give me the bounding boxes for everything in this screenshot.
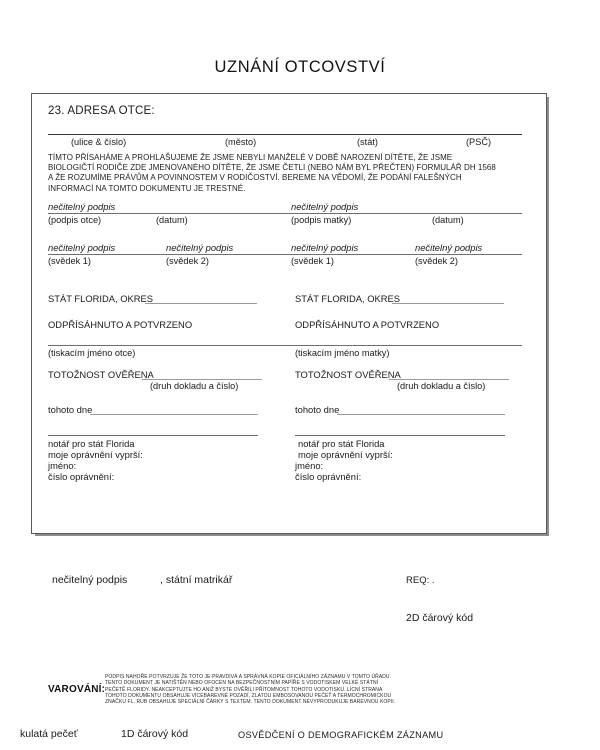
caption-zip: (PSČ)	[466, 137, 492, 147]
page-title: UZNÁNÍ OTCOVSTVÍ	[214, 58, 386, 76]
warning-label: VAROVÁNÍ:	[48, 684, 106, 695]
affidavit-line-1: TÍMTO PŘÍSAHÁME A PROHLAŠUJEME ŽE JSME NEBYLI MANŽELÉ V DOBĚ NAROZENÍ DÍTĚTE, ŽE JSME	[48, 153, 453, 162]
witness-left-1-signature-value: nečitelný podpis	[48, 242, 116, 253]
notary-left-line-2: moje oprávnění vyprší:	[48, 449, 143, 460]
notary-left-signature-rule	[48, 435, 258, 436]
section-heading-father-address: 23. ADRESA OTCE:	[48, 105, 155, 117]
notary-right-identity-verified: TOTOŽNOST OVĚŘENA	[295, 369, 401, 380]
registrar-title: , státní matrikář	[160, 574, 233, 586]
notary-left-state-county: STÁT FLORIDA, OKRES	[48, 293, 154, 304]
warning-line-5: ZNAČKU FL. RUB OBSAHUJE SPECIÁLNÍ ČÁRKY S TEXTEM. TENTO DOKUMENT NEVYPRODUKUJE BAREVNOU KOPII.	[105, 699, 396, 706]
warning-line-3: PEČETĚ FLORIDY. NEAKCEPTUJTE HO ANIŽ BYSTE OVĚŘILI PŘÍTOMNOST TOHOTO VODOTISKU. LÍCNÍ STRANA	[105, 686, 383, 693]
notary-right-signature-rule	[295, 435, 505, 436]
caption-father-signature: (podpis otce)	[48, 215, 102, 225]
notary-right-line-3: jméno:	[295, 460, 324, 471]
caption-city: (město)	[225, 137, 257, 147]
caption-mother-signature: (podpis matky)	[291, 215, 352, 225]
caption-id-type-father: (druh dokladu a číslo)	[150, 381, 239, 391]
warning-line-1: PODPIS NAHOŘE POTVRZUJE ŽE TOTO JE PRAVDIVÁ A SPRÁVNÁ KOPIE OFICIÁLNÍHO ZÁZNAMU V TOMTO ÚŘADU.	[105, 674, 392, 680]
notary-left-this-day: tohoto dne	[48, 404, 93, 415]
notary-right-line-1: notář pro stát Florida	[298, 438, 385, 449]
affidavit-line-4: INFORMACÍ NA TOMTO DOKUMENTU JE TRESTNÉ.	[48, 183, 246, 193]
notary-left-date-blank	[90, 414, 258, 415]
affidavit-paragraph	[48, 153, 518, 194]
warning-line-2: TENTO DOKUMENT JE NATIŠTĚN NEBO OFOCEN NA BEZPEČNOSTNÍM PAPÍŘE S VODOTISKEM VELKÉ STÁTNÍ	[105, 680, 379, 687]
caption-mother-date: (datum)	[432, 215, 464, 225]
notary-right-this-day: tohoto dne	[295, 404, 340, 415]
witness-right-2-signature-value: nečitelný podpis	[415, 242, 483, 253]
notary-right-date-blank	[337, 414, 505, 415]
req-label: REQ: .	[406, 575, 435, 586]
notary-right-sworn: ODPŘÍSÁHNUTO A POTVRZENO	[295, 319, 440, 330]
mother-signature-value: nečitelný podpis	[291, 201, 359, 212]
notary-left-identity-blank	[142, 379, 262, 380]
caption-state: (stát)	[357, 137, 378, 147]
witness-signature-rule	[48, 254, 522, 255]
affidavit-line-2: BIOLOGIČTÍ RODIČE ZDE JMENOVANÉHO DÍTĚTE, ŽE JSME ČETLI (NEBO NÁM BYL PŘEČTEN) FORMULÁŘ DH 1568	[48, 163, 496, 173]
witness-right-1-signature-value: nečitelný podpis	[291, 242, 359, 253]
notary-left-sworn: ODPŘÍSÁHNUTO A POTVRZENO	[48, 319, 193, 330]
registrar-signature-value: nečitelný podpis	[52, 574, 128, 586]
witness-left-2-signature-value: nečitelný podpis	[166, 242, 234, 253]
printed-name-rule	[48, 345, 522, 346]
caption-father-date: (datum)	[156, 215, 188, 225]
notary-right-line-2: moje oprávnění vyprší:	[298, 449, 393, 460]
notary-right-county-blank	[392, 303, 504, 304]
caption-witness-right-1: (svědek 1)	[291, 256, 334, 266]
parent-signature-rule	[48, 213, 522, 214]
caption-witness-left-1: (svědek 1)	[48, 256, 91, 266]
barcode-2d-label: 2D čárový kód	[406, 612, 474, 624]
notary-right-line-4: číslo oprávnění:	[295, 471, 362, 482]
caption-printed-name-father: (tiskacím jméno otce)	[48, 348, 136, 358]
father-signature-value: nečitelný podpis	[48, 201, 116, 212]
notary-right-state-county: STÁT FLORIDA, OKRES	[295, 293, 401, 304]
round-seal-label: kulatá pečeť	[20, 728, 78, 740]
panel-content	[32, 94, 548, 535]
notary-left-line-4: číslo oprávnění:	[48, 471, 115, 482]
warning-text-block	[105, 674, 395, 705]
address-rule	[48, 134, 522, 135]
affidavit-line-3: A ŽE ROZUMÍME PRÁVŮM A POVINNOSTEM V RODIČOSTVÍ. BEREME NA VĚDOMÍ, ŽE PODÁNÍ FALEŠNÝCH	[48, 173, 462, 183]
notary-left-identity-verified: TOTOŽNOST OVĚŘENA	[48, 369, 154, 380]
notary-left-line-1: notář pro stát Florida	[48, 438, 135, 449]
notary-left-county-blank	[145, 303, 257, 304]
certificate-label: OSVĚDČENÍ O DEMOGRAFICKÉM ZÁZNAMU	[238, 730, 444, 740]
barcode-1d-label: 1D čárový kód	[121, 728, 189, 740]
caption-witness-left-2: (svědek 2)	[166, 256, 209, 266]
caption-witness-right-2: (svědek 2)	[415, 256, 458, 266]
warning-line-4: TOHOTO DOKUMENTU OBSAHUJE VÍCEBAREVNÉ POZADÍ, ZLATOU EMBOSOVANOU PEČEŤ A TERMOCHROMICKOU	[105, 692, 392, 699]
father-address-panel	[31, 93, 547, 534]
notary-right-identity-blank	[389, 379, 509, 380]
caption-printed-name-mother: (tiskacím jméno matky)	[295, 348, 390, 358]
notary-left-line-3: jméno:	[48, 460, 77, 471]
caption-id-type-mother: (druh dokladu a číslo)	[397, 381, 486, 391]
caption-street: (ulice & číslo)	[71, 137, 127, 147]
